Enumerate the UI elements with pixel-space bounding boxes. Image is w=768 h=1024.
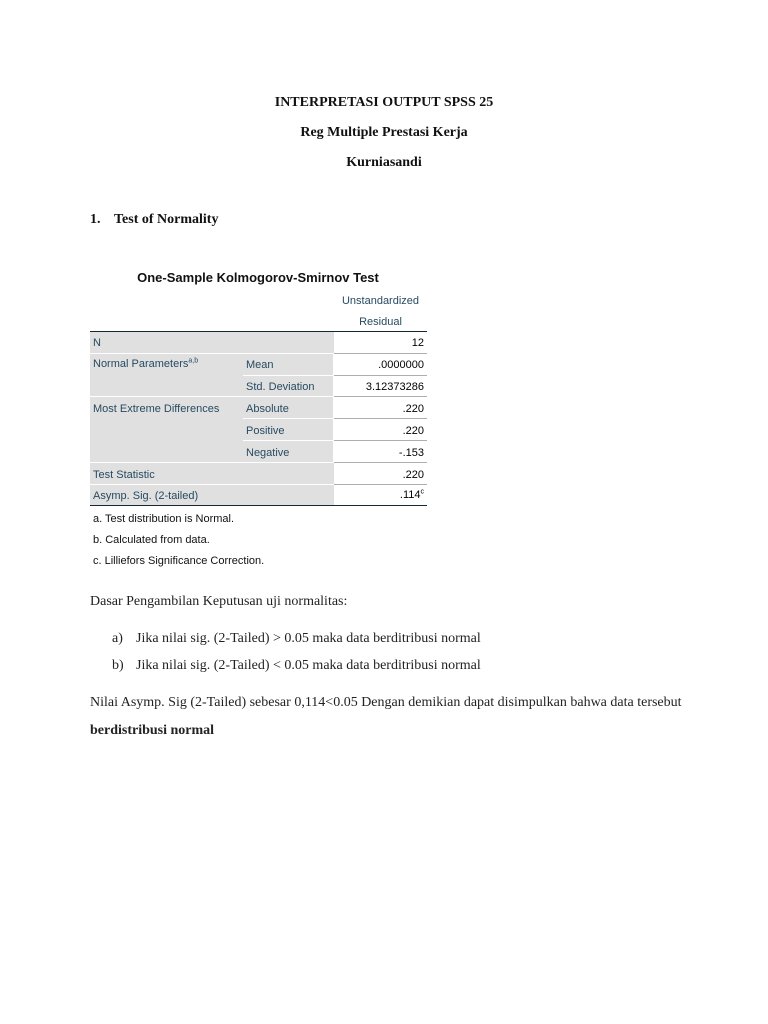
value-separator (334, 418, 427, 419)
list-marker: b) (112, 658, 124, 673)
footnote-ref-c: c (420, 488, 424, 496)
document-title: INTERPRETASI OUTPUT SPSS 25 (274, 95, 494, 110)
conclusion-text: Nilai Asymp. Sig (2-Tailed) sebesar 0,114<0.05 Dengan demikian dapat disimpulkan bahwa data tersebut (90, 695, 682, 710)
value-asymp-sig: .114$^c$ (399, 488, 424, 501)
row-separator (90, 396, 334, 397)
sublabel-positive: Positive (246, 425, 285, 437)
list-text: Jika nilai sig. (2-Tailed) > 0.05 maka data berditribusi normal (136, 631, 481, 646)
section-title: Test of Normality (114, 212, 219, 227)
value-separator (334, 396, 427, 397)
row-separator (90, 462, 334, 463)
list-item (112, 658, 481, 674)
decision-intro: Dasar Pengambilan Keputusan uji normalitas: (90, 594, 348, 609)
footnote-c: c. Lilliefors Significance Correction. (93, 555, 265, 567)
row-separator (243, 440, 334, 441)
footnote-b: b. Calculated from data. (93, 534, 210, 546)
row-label-normal-parameters: Normal Parameters$^{a,b}$ (93, 357, 199, 370)
row-label-asymp-sig: Asymp. Sig. (2-tailed) (93, 490, 199, 502)
column-header-line1: Unstandardized (341, 295, 420, 307)
row-label-most-extreme-differences: Most Extreme Differences (93, 403, 220, 415)
value-test-statistic: .220 (402, 469, 424, 481)
row-label-n: N (93, 337, 101, 349)
sublabel-negative: Negative (246, 447, 290, 459)
value-n: 12 (411, 337, 424, 349)
value-separator (334, 353, 427, 354)
row-separator (90, 353, 334, 354)
row-separator (243, 375, 334, 376)
value-positive: .220 (402, 425, 424, 437)
table-bottom-rule (90, 505, 427, 506)
conclusion-emphasis: berdistribusi normal (90, 723, 215, 738)
value-separator (334, 462, 427, 463)
sublabel-mean: Mean (246, 359, 274, 371)
conclusion-paragraph (90, 689, 690, 745)
sublabel-absolute: Absolute (246, 403, 289, 415)
table-title: One-Sample Kolmogorov-Smirnov Test (137, 270, 379, 285)
footnote-a: a. Test distribution is Normal. (93, 513, 235, 525)
value-std-deviation: 3.12373286 (365, 381, 424, 393)
column-divider (333, 354, 334, 462)
document-subtitle: Reg Multiple Prestasi Kerja (300, 125, 468, 140)
section-heading (90, 212, 218, 228)
value-separator (334, 375, 427, 376)
footnote-ref-ab: a,b (188, 357, 199, 365)
row-separator (90, 484, 334, 485)
column-header-line2: Residual (359, 316, 402, 328)
value-mean: .0000000 (378, 359, 424, 371)
row-separator (243, 418, 334, 419)
value-separator (334, 440, 427, 441)
value-absolute: .220 (402, 403, 424, 415)
section-number: 1. (90, 212, 101, 227)
value-negative: -.153 (398, 447, 424, 459)
sublabel-std-deviation: Std. Deviation (246, 381, 315, 393)
list-text: Jika nilai sig. (2-Tailed) < 0.05 maka data berditribusi normal (136, 658, 481, 673)
row-label-test-statistic: Test Statistic (93, 469, 155, 481)
list-item (112, 631, 481, 647)
list-marker: a) (112, 631, 123, 646)
value-separator (334, 484, 427, 485)
document-author: Kurniasandi (346, 155, 422, 170)
